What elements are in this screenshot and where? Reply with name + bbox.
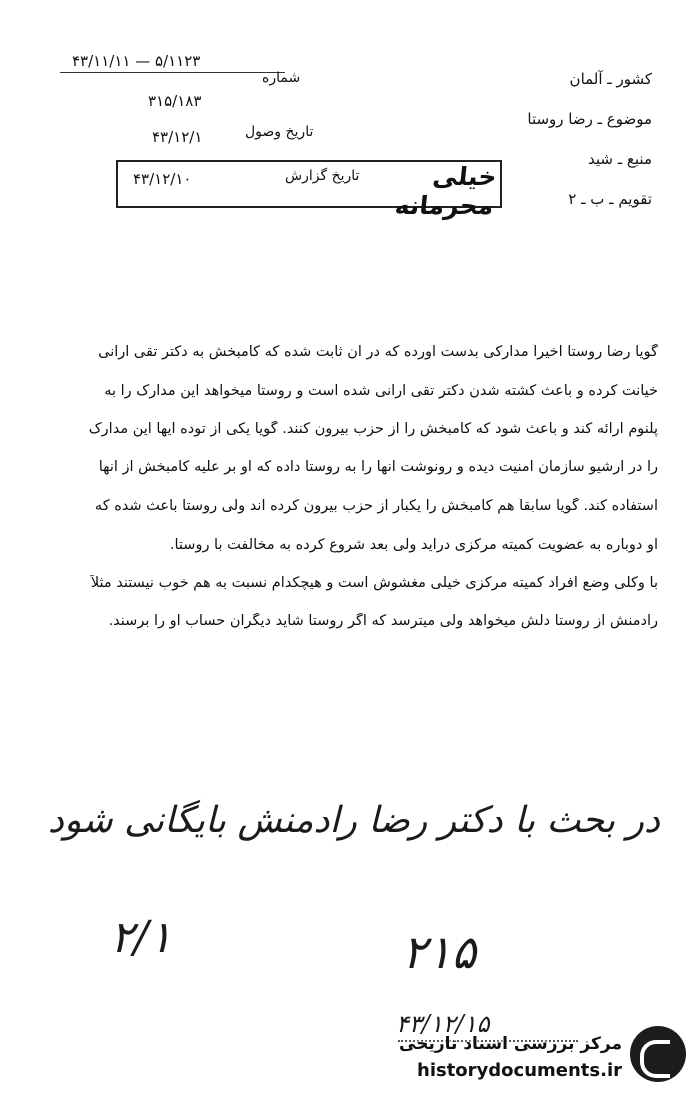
body-line: گویا رضا روستا اخیراً مدارکی بدست آورده که در آن ثابت شده که کامبخش به دکتر تقی ارانی [98, 344, 658, 360]
body-line: خیانت کرده و باعث کشته شدن دکتر تقی ارانی شده است و روستا میخواهد این مدارک را به [104, 383, 658, 399]
document-number-underline [60, 72, 285, 73]
body-line: پلنوم ارائه کند و باعث شود که کامبخش را از حزب بیرون کنند. گویا یکی از توده ایها این مدارک [88, 421, 658, 437]
document-number-label: شماره [262, 70, 301, 86]
received-date-value: ۴۳/۱۲/۱ [152, 128, 203, 146]
archive-logo-icon [630, 1026, 686, 1082]
handwritten-date: ۴۳/۱۲/۱۵ [396, 1010, 490, 1038]
watermark-url: historydocuments.ir [417, 1060, 622, 1081]
report-date-value: ۴۳/۱۲/۱۰ [133, 170, 192, 188]
evaluation-field: تقویم ـ ب ـ ۲ [568, 190, 652, 208]
body-line: رادمنش از روستا دلش میخواهد ولی میترسد که اگر روستا شاید دیگران حساب او را برسند. [108, 613, 658, 629]
body-line: با وکلی وضع افراد کمیته مرکزی خیلی مغشوش است و هیچکدام نسبت به هم خوب نیستند مثلاً [90, 575, 658, 591]
received-date-label: تاریخ وصول [245, 124, 314, 140]
handwritten-number: ۲۱۵ [402, 925, 477, 979]
source-field: منبع ـ شید [588, 150, 652, 168]
country-field: کشور ـ آلمان [569, 70, 652, 88]
report-date-label: تاریخ گزارش [285, 168, 360, 184]
confidential-stamp: خیلی محرمانه [393, 162, 499, 220]
body-line: را در آرشیو سازمان امنیت دیده و رونوشت آنها را به روستا داده که او بر علیه کامبخش از آنها [98, 459, 658, 475]
body-line: او دوباره به عضویت کمیته مرکزی درآید ولی بعد شروع کرده به مخالفت با روستا. [169, 537, 658, 553]
file-number: ۳۱۵/۱۸۳ [148, 92, 202, 110]
body-line: استفاده کند. گویا سابقاً هم کامبخش را یکبار از حزب بیرون کرده اند ولی روستا باعث شده که [94, 498, 658, 514]
watermark-title: مرکز بررسی اسناد تاریخی [399, 1034, 622, 1054]
subject-field: موضوع ـ رضا روستا [527, 110, 652, 128]
archive-watermark [392, 1016, 692, 1096]
handwritten-reference: ۲/۱ [110, 912, 173, 963]
handwritten-note: در بحث با دکتر رضا رادمنش بایگانی شود [47, 800, 660, 841]
document-number-value: ۴۳/۱۱/۱۱ — ۵/۱۱۲۳ [72, 52, 201, 70]
